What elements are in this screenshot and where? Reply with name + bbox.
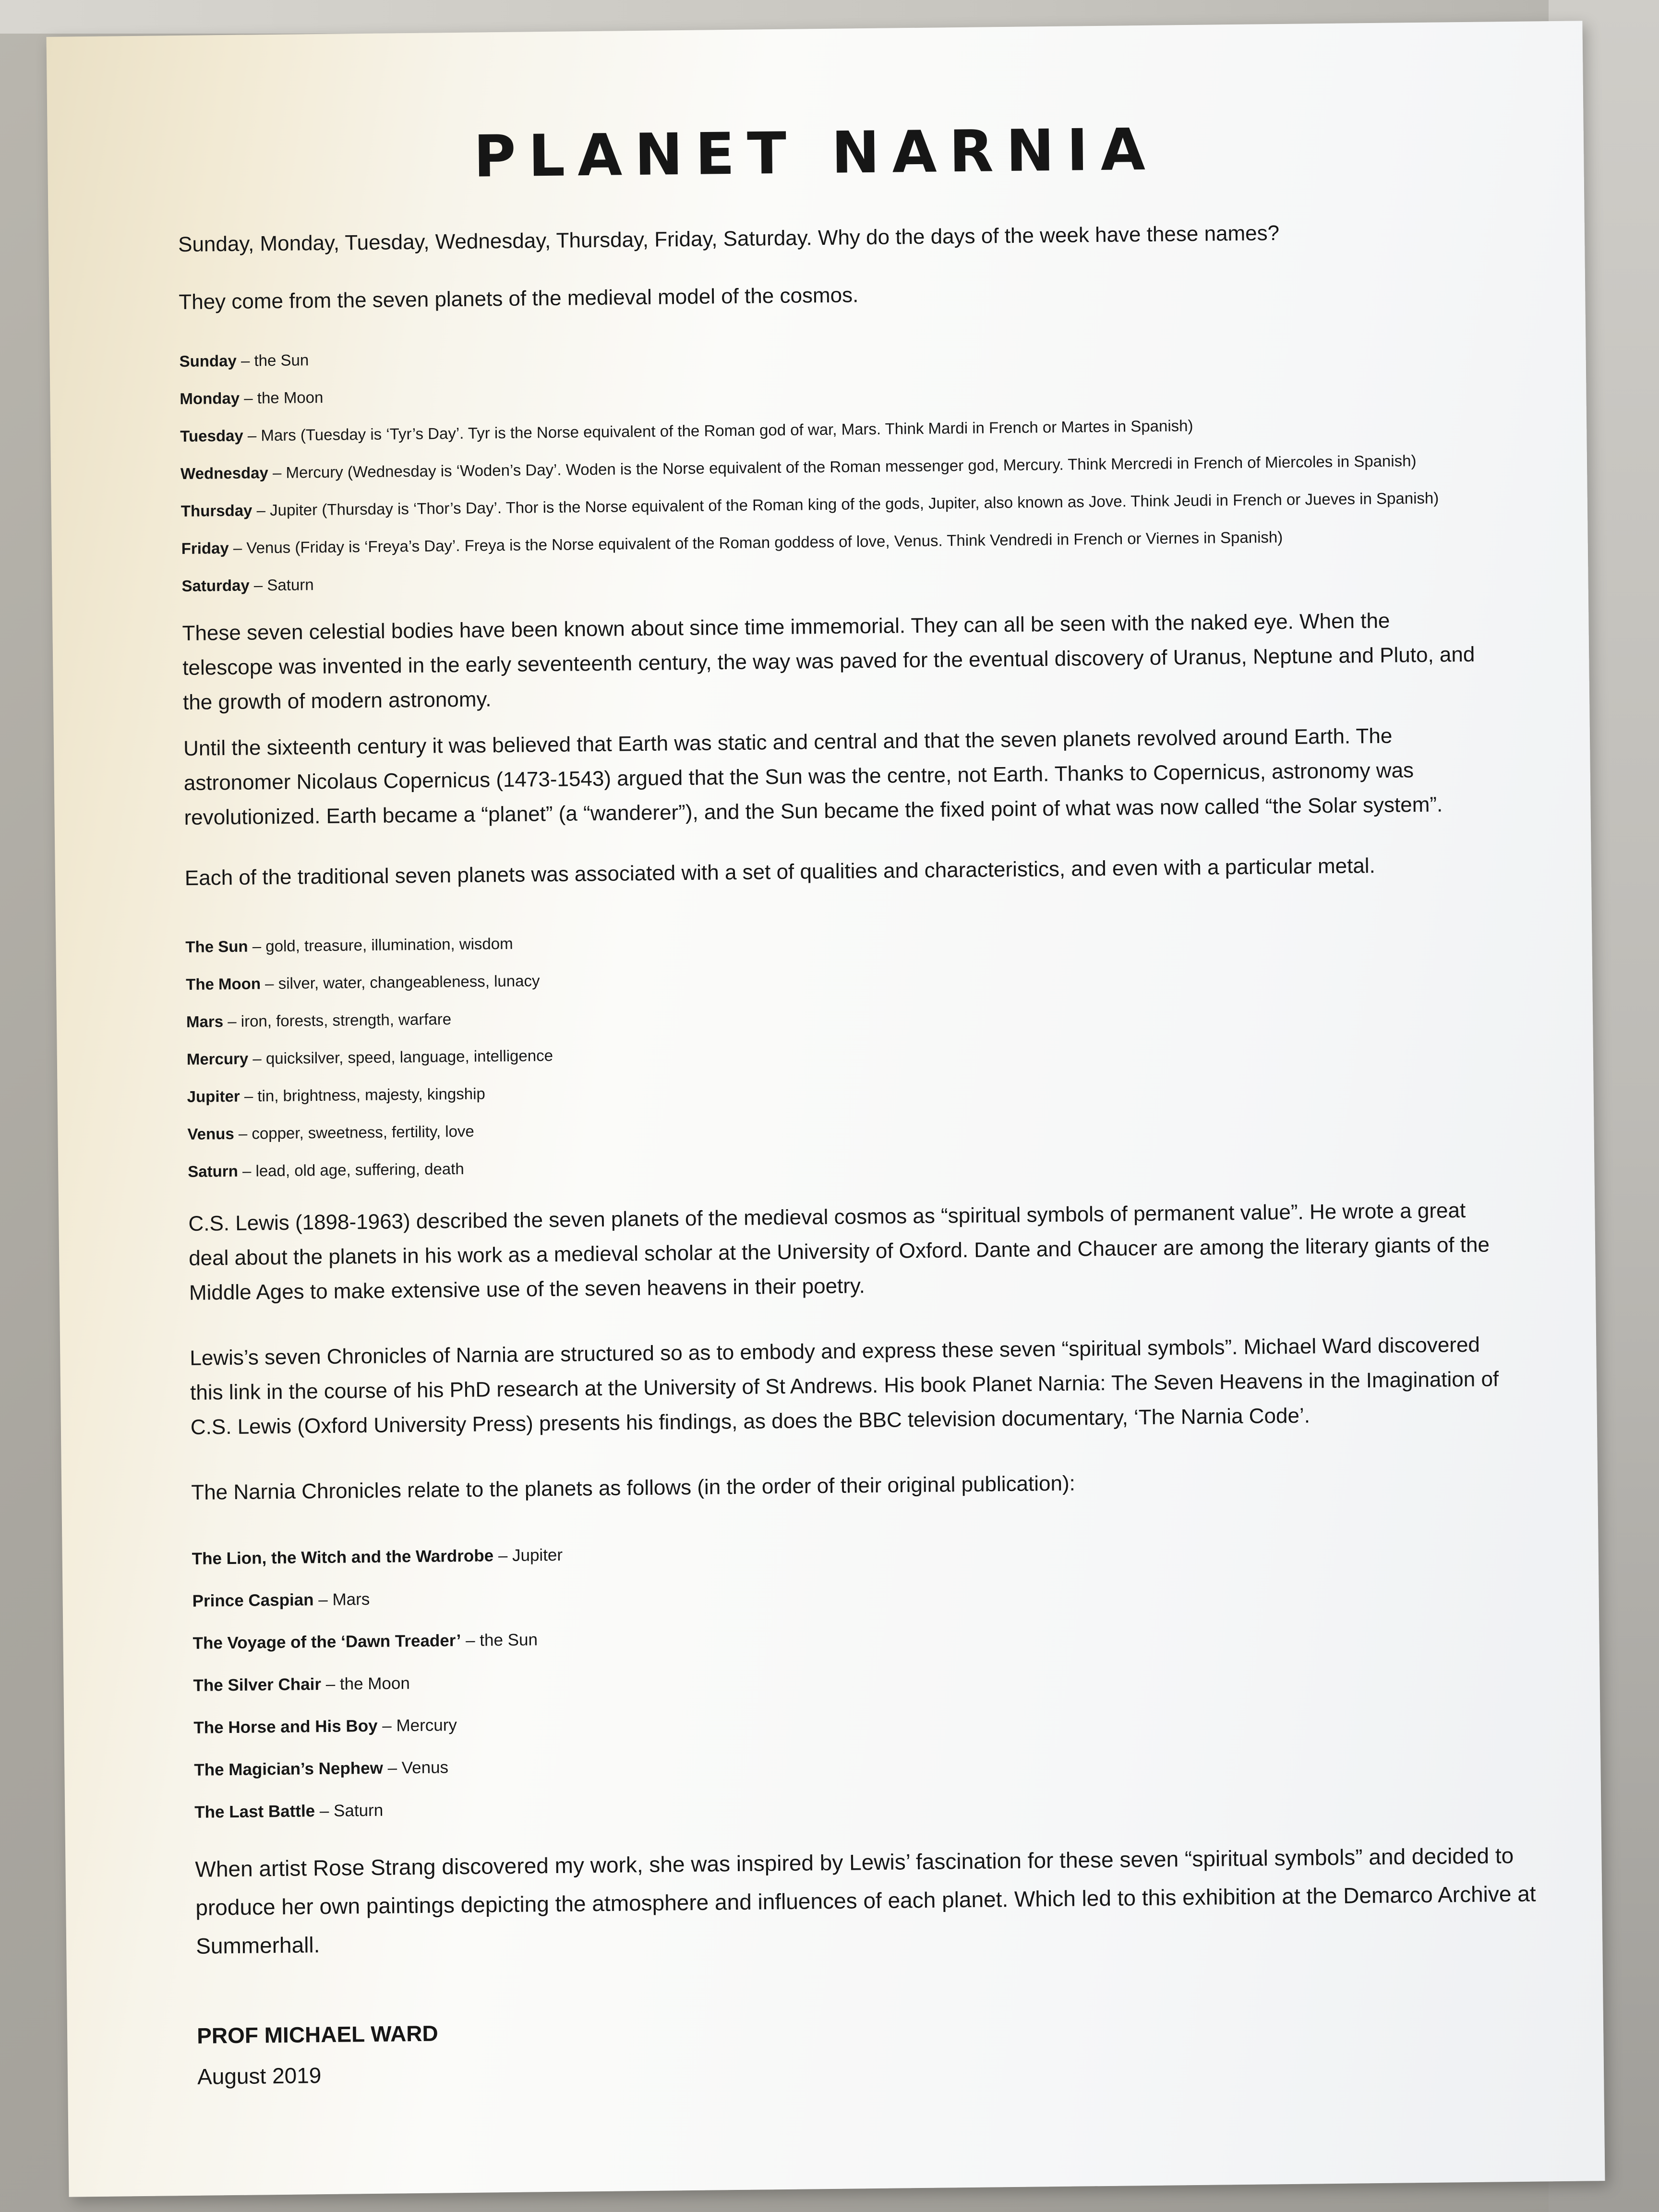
day-desc: – the Moon bbox=[239, 388, 324, 407]
planet-desc: – gold, treasure, illumination, wisdom bbox=[248, 934, 513, 955]
book-planet: – Saturn bbox=[314, 1801, 384, 1821]
planet-desc: – tin, brightness, majesty, kingship bbox=[240, 1084, 485, 1105]
days-list bbox=[179, 329, 1526, 605]
para-qualities: Each of the traditional seven planets was associated with a set of qualities and characteristics, and even with a particular metal. bbox=[184, 854, 1376, 890]
day-name: Sunday bbox=[179, 351, 237, 371]
book-planet: – the Moon bbox=[321, 1674, 410, 1694]
book-title: Prince Caspian bbox=[192, 1590, 314, 1611]
book-planet: – the Sun bbox=[461, 1630, 538, 1650]
day-name: Thursday bbox=[180, 501, 252, 520]
intro-question: Sunday, Monday, Tuesday, Wednesday, Thursday, Friday, Saturday. Why do the days of the week have these names? bbox=[178, 221, 1280, 257]
planet-name: Mars bbox=[186, 1012, 224, 1031]
book-title: The Voyage of the ‘Dawn Treader’ bbox=[192, 1631, 461, 1653]
book-title: The Last Battle bbox=[194, 1802, 315, 1822]
planet-desc: – quicksilver, speed, language, intelligence bbox=[248, 1046, 553, 1068]
page-title: PLANET NARNIA bbox=[473, 116, 1158, 191]
book-planet: – Mars bbox=[313, 1590, 370, 1610]
books-list bbox=[192, 1524, 1539, 1834]
para-celestial: These seven celestial bodies have been known about since time immemorial. They can all be seen with the naked eye. When the telescope was invented in the early seventeenth century, the way was paved for the eventual discovery of Uranus, Neptune and Pluto, and the growth of modern astronomy. bbox=[182, 609, 1475, 714]
book-title: The Lion, the Witch and the Wardrobe bbox=[192, 1546, 494, 1568]
poster-sheet bbox=[47, 21, 1605, 2197]
para-relate: The Narnia Chronicles relate to the planets as follows (in the order of their original publication): bbox=[191, 1471, 1076, 1504]
day-name: Saturday bbox=[181, 576, 250, 595]
day-desc: – Mars (Tuesday is ‘Tyr’s Day’. Tyr is the Norse equivalent of the Roman god of war, Mars. Think Mardi in French or Martes in Spanish) bbox=[243, 416, 1193, 445]
signature-date: August 2019 bbox=[197, 2063, 322, 2089]
signature-name: PROF MICHAEL WARD bbox=[196, 2020, 438, 2048]
intro-answer: They come from the seven planets of the medieval model of the cosmos. bbox=[179, 283, 859, 314]
planet-name: Saturn bbox=[188, 1162, 238, 1180]
planet-desc: – copper, sweetness, fertility, love bbox=[234, 1122, 474, 1142]
day-desc: – Saturn bbox=[249, 576, 314, 594]
book-planet: – Venus bbox=[383, 1758, 449, 1778]
para-strang: When artist Rose Strang discovered my work, she was inspired by Lewis’ fascination for these seven “spiritual symbols” and decided to produce her own paintings depicting the atmosphere and influences of each planet. Which led to this exhibition at the Demarco Archive at Summerhall. bbox=[195, 1843, 1536, 1959]
day-name: Tuesday bbox=[180, 426, 243, 445]
para-chronicles: Lewis’s seven Chronicles of Narnia are structured so as to embody and express these seven “spiritual symbols”. Michael Ward discovered this link in the course of his PhD research at the University of St Andrews. His book Planet Narnia: The Seven Heavens in the Imagination of C.S. Lewis (Oxford University Press) presents his findings, as does the BBC television documentary, ‘The Narnia Code’. bbox=[190, 1333, 1499, 1439]
planets-list bbox=[185, 914, 1532, 1190]
planet-name: Jupiter bbox=[187, 1087, 240, 1106]
day-desc: – Venus (Friday is ‘Freya’s Day’. Freya is the Norse equivalent of the Roman goddess of love, Venus. Think Vendredi in French or Viernes in Spanish) bbox=[228, 528, 1283, 557]
planet-desc: – iron, forests, strength, warfare bbox=[223, 1010, 452, 1031]
planet-name: Mercury bbox=[186, 1049, 249, 1068]
book-planet: – Jupiter bbox=[493, 1545, 563, 1565]
book-title: The Horse and His Boy bbox=[193, 1716, 378, 1737]
planet-name: The Moon bbox=[186, 974, 261, 993]
book-planet: – Mercury bbox=[377, 1716, 457, 1735]
planet-desc: – lead, old age, suffering, death bbox=[238, 1159, 464, 1180]
day-name: Monday bbox=[180, 389, 240, 408]
day-name: Friday bbox=[181, 539, 229, 557]
book-title: The Magician’s Nephew bbox=[194, 1758, 384, 1779]
book-title: The Silver Chair bbox=[193, 1675, 322, 1695]
para-lewis: C.S. Lewis (1898-1963) described the seven planets of the medieval cosmos as “spiritual symbols of permanent value”. He wrote a great deal about the planets in his work as a medieval scholar at the University of Oxford. Dante and Chaucer are among the literary giants of the Middle Ages to make extensive use of the seven heavens in their poetry. bbox=[188, 1199, 1490, 1305]
planet-name: Venus bbox=[187, 1124, 234, 1143]
para-copernicus: Until the sixteenth century it was believed that Earth was static and central and that the seven planets revolved around Earth. The astronomer Nicolaus Copernicus (1473-1543) argued that the Sun was the centre, not Earth. Thanks to Copernicus, astronomy was revolutionized. Earth became a “planet” (a “wanderer”), and the Sun became the fixed point of what was now called “the Solar system”. bbox=[183, 724, 1443, 830]
day-desc: – the Sun bbox=[236, 351, 309, 370]
day-name: Wednesday bbox=[180, 464, 269, 482]
planet-name: The Sun bbox=[185, 937, 248, 956]
planet-desc: – silver, water, changeableness, lunacy bbox=[260, 972, 540, 993]
day-desc: – Jupiter (Thursday is ‘Thor’s Day’. Thor is the Norse equivalent of the Roman king of the gods, Jupiter, also known as Jove. Think Jeudi in French or Jueves in Spanish) bbox=[252, 489, 1439, 519]
day-desc: – Mercury (Wednesday is ‘Woden’s Day’. Woden is the Norse equivalent of the Roman messenger god, Mercury. Think Mercredi in French of Miercoles in Spanish) bbox=[268, 452, 1417, 482]
